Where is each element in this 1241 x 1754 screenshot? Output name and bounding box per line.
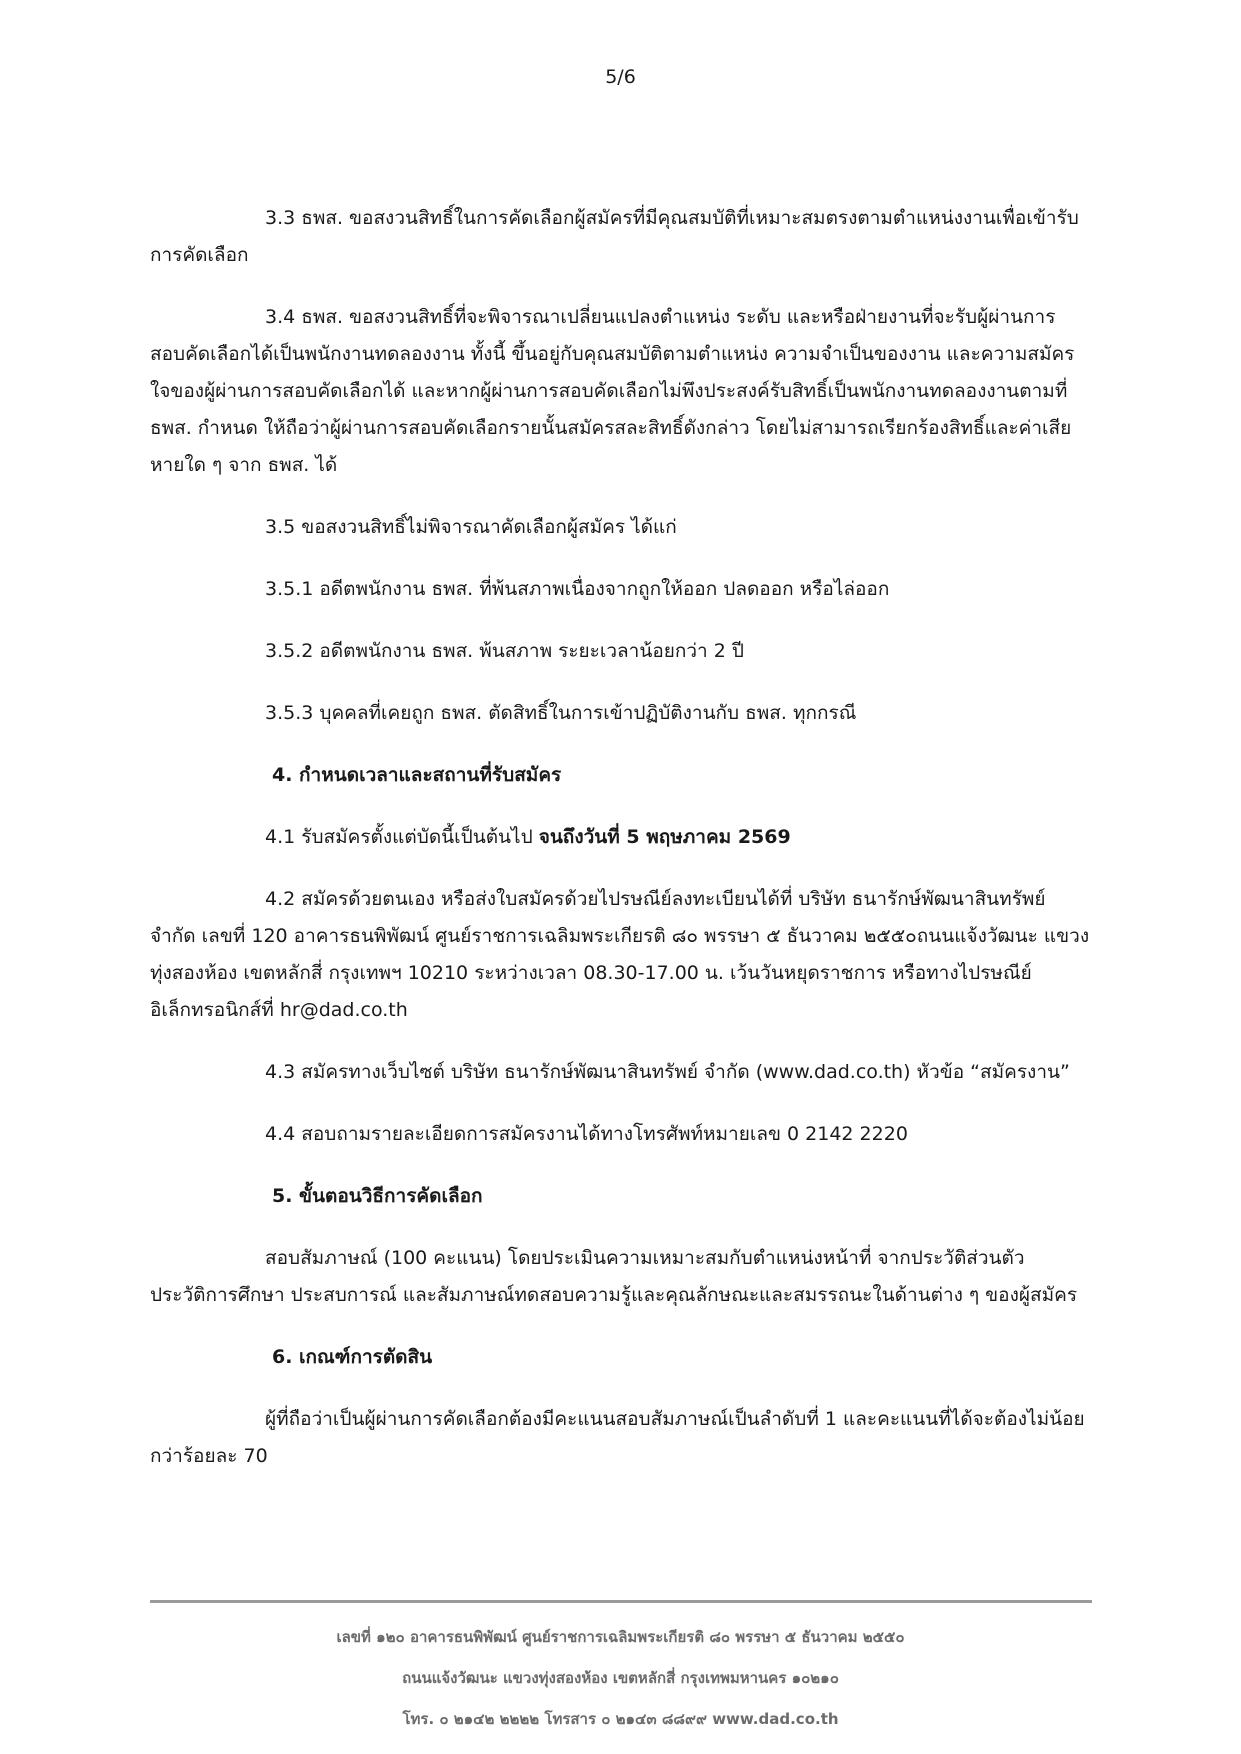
document-body	[150, 200, 1090, 1500]
paragraph-6-body: ผู้ที่ถือว่าเป็นผู้ผ่านการคัดเลือกต้องมีคะแนนสอบสัมภาษณ์เป็นลำดับที่ 1 และคะแนนที่ได้จะต้องไม่น้อยกว่าร้อยละ 70	[150, 1408, 1085, 1467]
footer-address-line-1: เลขที่ ๑๒๐ อาคารธนพิพัฒน์ ศูนย์ราชการเฉลิมพระเกียรติ ๘๐ พรรษา ๕ ธันวาคม ๒๕๕๐	[336, 1628, 905, 1646]
paragraph-4-3: 4.3 สมัครทางเว็บไซต์ บริษัท ธนารักษ์พัฒนาสินทรัพย์ จำกัด (www.dad.co.th) หัวข้อ “สมัครงาน”	[265, 1061, 1070, 1083]
paragraph-3-5-2: 3.5.2 อดีตพนักงาน ธพส. พ้นสภาพ ระยะเวลาน้อยกว่า 2 ปี	[265, 640, 744, 662]
footer	[0, 1617, 1241, 1740]
page-number: 5/6	[605, 66, 636, 88]
application-deadline: จนถึงวันที่ 5 พฤษภาคม 2569	[538, 826, 791, 848]
section-5-heading: 5. ขั้นตอนวิธีการคัดเลือก	[272, 1185, 483, 1207]
footer-divider	[150, 1600, 1092, 1603]
paragraph-4-4: 4.4 สอบถามรายละเอียดการสมัครงานได้ทางโทรศัพท์หมายเลข 0 2142 2220	[265, 1123, 908, 1145]
paragraph-3-5-3: 3.5.3 บุคคลที่เคยถูก ธพส. ตัดสิทธิ์ในการเข้าปฏิบัติงานกับ ธพส. ทุกกรณี	[265, 702, 857, 724]
paragraph-3-5: 3.5 ขอสงวนสิทธิ์ไม่พิจารณาคัดเลือกผู้สมัคร ได้แก่	[265, 516, 677, 538]
section-4-heading: 4. กำหนดเวลาและสถานที่รับสมัคร	[272, 764, 562, 786]
paragraph-4-1-text: 4.1 รับสมัครตั้งแต่บัดนี้เป็นต้นไป	[265, 826, 539, 848]
paragraph-3-5-1: 3.5.1 อดีตพนักงาน ธพส. ที่พ้นสภาพเนื่องจากถูกให้ออก ปลดออก หรือไล่ออก	[265, 578, 890, 600]
paragraph-5-body: สอบสัมภาษณ์ (100 คะแนน) โดยประเมินความเหมาะสมกับตำแหน่งหน้าที่ จากประวัติส่วนตัว ประวัติการศึกษา ประสบการณ์ และสัมภาษณ์ทดสอบความรู้และคุณลักษณะและสมรรถนะในด้านต่าง ๆ ของผู้สมัคร	[150, 1247, 1078, 1306]
paragraph-4-2: 4.2 สมัครด้วยตนเอง หรือส่งใบสมัครด้วยไปรษณีย์ลงทะเบียนได้ที่ บริษัท ธนารักษ์พัฒนาสินทรัพย์ จำกัด เลขที่ 120 อาคารธนพิพัฒน์ ศูนย์ราชการเฉลิมพระเกียรติ ๘๐ พรรษา ๕ ธันวาคม ๒๕๕๐ถนนแจ้งวัฒนะ แขวงทุ่งสองห้อง เขตหลักสี่ กรุงเทพฯ 10210 ระหว่างเวลา 08.30-17.00 น. เว้นวันหยุดราชการ หรือทางไปรษณีย์อิเล็กทรอนิกส์ที่ hr@dad.co.th	[150, 888, 1090, 1021]
paragraph-3-3: 3.3 ธพส. ขอสงวนสิทธิ์ในการคัดเลือกผู้สมัครที่มีคุณสมบัติที่เหมาะสมตรงตามตำแหน่งงานเพื่อเข้ารับการคัดเลือก	[150, 207, 1079, 266]
section-6-heading: 6. เกณฑ์การตัดสิน	[272, 1346, 433, 1368]
footer-contact-line: โทร. ๐ ๒๑๔๒ ๒๒๒๒ โทรสาร ๐ ๒๑๔๓ ๘๘๙๙ www.dad.co.th	[402, 1710, 839, 1728]
paragraph-3-4: 3.4 ธพส. ขอสงวนสิทธิ์ที่จะพิจารณาเปลี่ยนแปลงตำแหน่ง ระดับ และหรือฝ่ายงานที่จะรับผู้ผ่านการสอบคัดเลือกได้เป็นพนักงานทดลองงาน ทั้งนี้ ขึ้นอยู่กับคุณสมบัติตามตำแหน่ง ความจำเป็นของงาน และความสมัครใจของผู้ผ่านการสอบคัดเลือกได้ และหากผู้ผ่านการสอบคัดเลือกไม่พึงประสงค์รับสิทธิ์เป็นพนักงานทดลองงานตามที่ ธพส. กำหนด ให้ถือว่าผู้ผ่านการสอบคัดเลือกรายนั้นสมัครสละสิทธิ์ดังกล่าว โดยไม่สามารถเรียกร้องสิทธิ์และค่าเสียหายใด ๆ จาก ธพส. ได้	[150, 306, 1075, 476]
footer-address-line-2: ถนนแจ้งวัฒนะ แขวงทุ่งสองห้อง เขตหลักสี่ กรุงเทพมหานคร ๑๐๒๑๐	[402, 1669, 839, 1687]
paragraph-4-1	[150, 819, 1090, 856]
